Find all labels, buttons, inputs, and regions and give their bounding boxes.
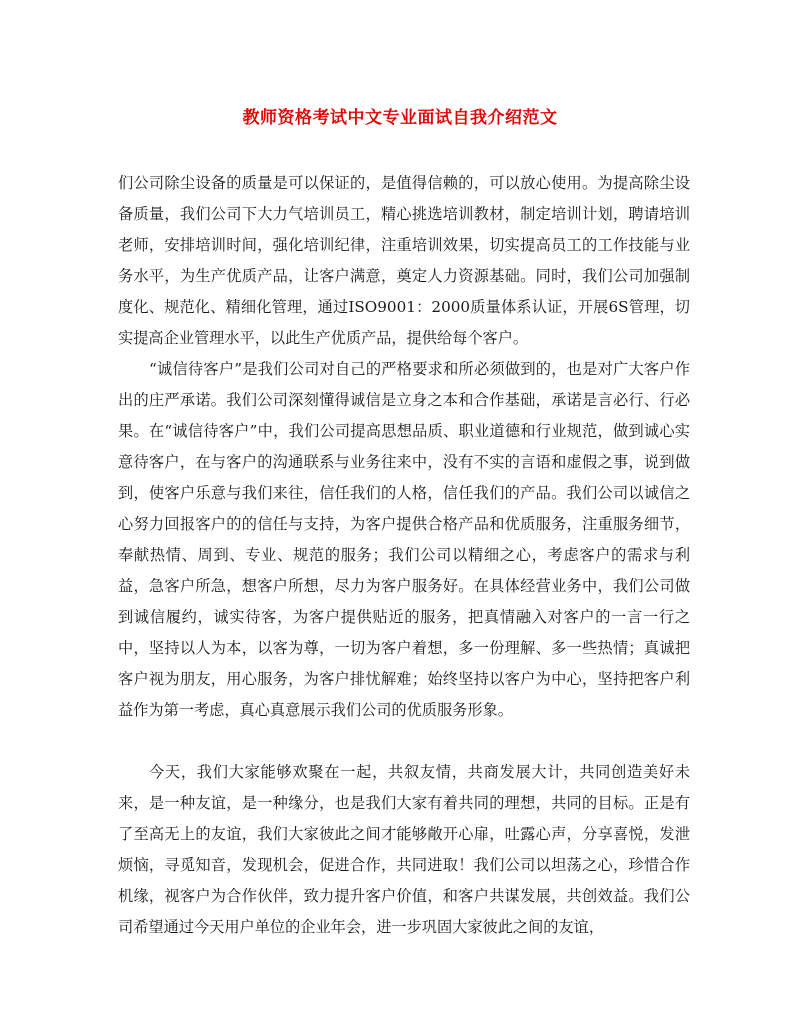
document-title: 教师资格考试中文专业面试自我介绍范文 <box>242 108 558 128</box>
paragraph-2: “诚信待客户”是我们公司对自己的严格要求和所必须做到的，也是对广大客户作出的庄严承诺。我们公司深刻懂得诚信是立身之本和合作基础，承诺是言必行、行必果。在“诚信待客户”中，我们公司提高思想品质、职业道德和行业规范，做到诚心实意待客户，在与客户的沟通联系与业务往来中，没有不实的言语和虚假之事，说到做到，使客户乐意与我们来往，信任我们的人格，信任我们的产品。我们公司以诚信之心努力回报客户的的信任与支持，为客户提供合格产品和优质服务，注重服务细节，奉献热情、周到、专业、规范的服务；我们公司以精细之心，考虑客户的需求与利益，急客户所急，想客户所想，尽力为客户服务好。在具体经营业务中，我们公司做到诚信履约，诚实待客，为客户提供贴近的服务，把真情融入对客户的一言一行之中，坚持以人为本，以客为尊，一切为客户着想，多一份理解、多一些热情；真诚把客户视为朋友，用心服务，为客户排忧解难；始终坚持以客户为中心，坚持把客户利益作为第一考虑，真心真意展示我们公司的优质服务形象。 <box>118 360 690 719</box>
paragraph-3: 今天，我们大家能够欢聚在一起，共叙友情，共商发展大计，共同创造美好未来，是一种友谊，是一种缘分，也是我们大家有着共同的理想，共同的目标。正是有了至高无上的友谊，我们大家彼此之间才能够敞开心扉，吐露心声，分享喜悦，发泄烦恼，寻觅知音，发现机会，促进合作，共同进取！我们公司以坦荡之心，珍惜合作机缘，视客户为合作伙伴，致力提升客户价值，和客户共谋发展，共创效益。我们公司希望通过今天用户单位的企业年会，进一步巩固大家彼此之间的友谊， <box>118 763 690 936</box>
paragraph-1: 们公司除尘设备的质量是可以保证的，是值得信赖的，可以放心使用。为提高除尘设备质量，我们公司下大力气培训员工，精心挑选培训教材，制定培训计划，聘请培训老师，安排培训时间，强化培训纪律，注重培训效果，切实提高员工的工作技能与业务水平，为生产优质产品，让客户满意，奠定人力资源基础。同时，我们公司加强制度化、规范化、精细化管理，通过ISO9001：2000质量体系认证，开展6S管理，切实提高企业管理水平，以此生产优质产品，提供给每个客户。 <box>118 174 690 347</box>
